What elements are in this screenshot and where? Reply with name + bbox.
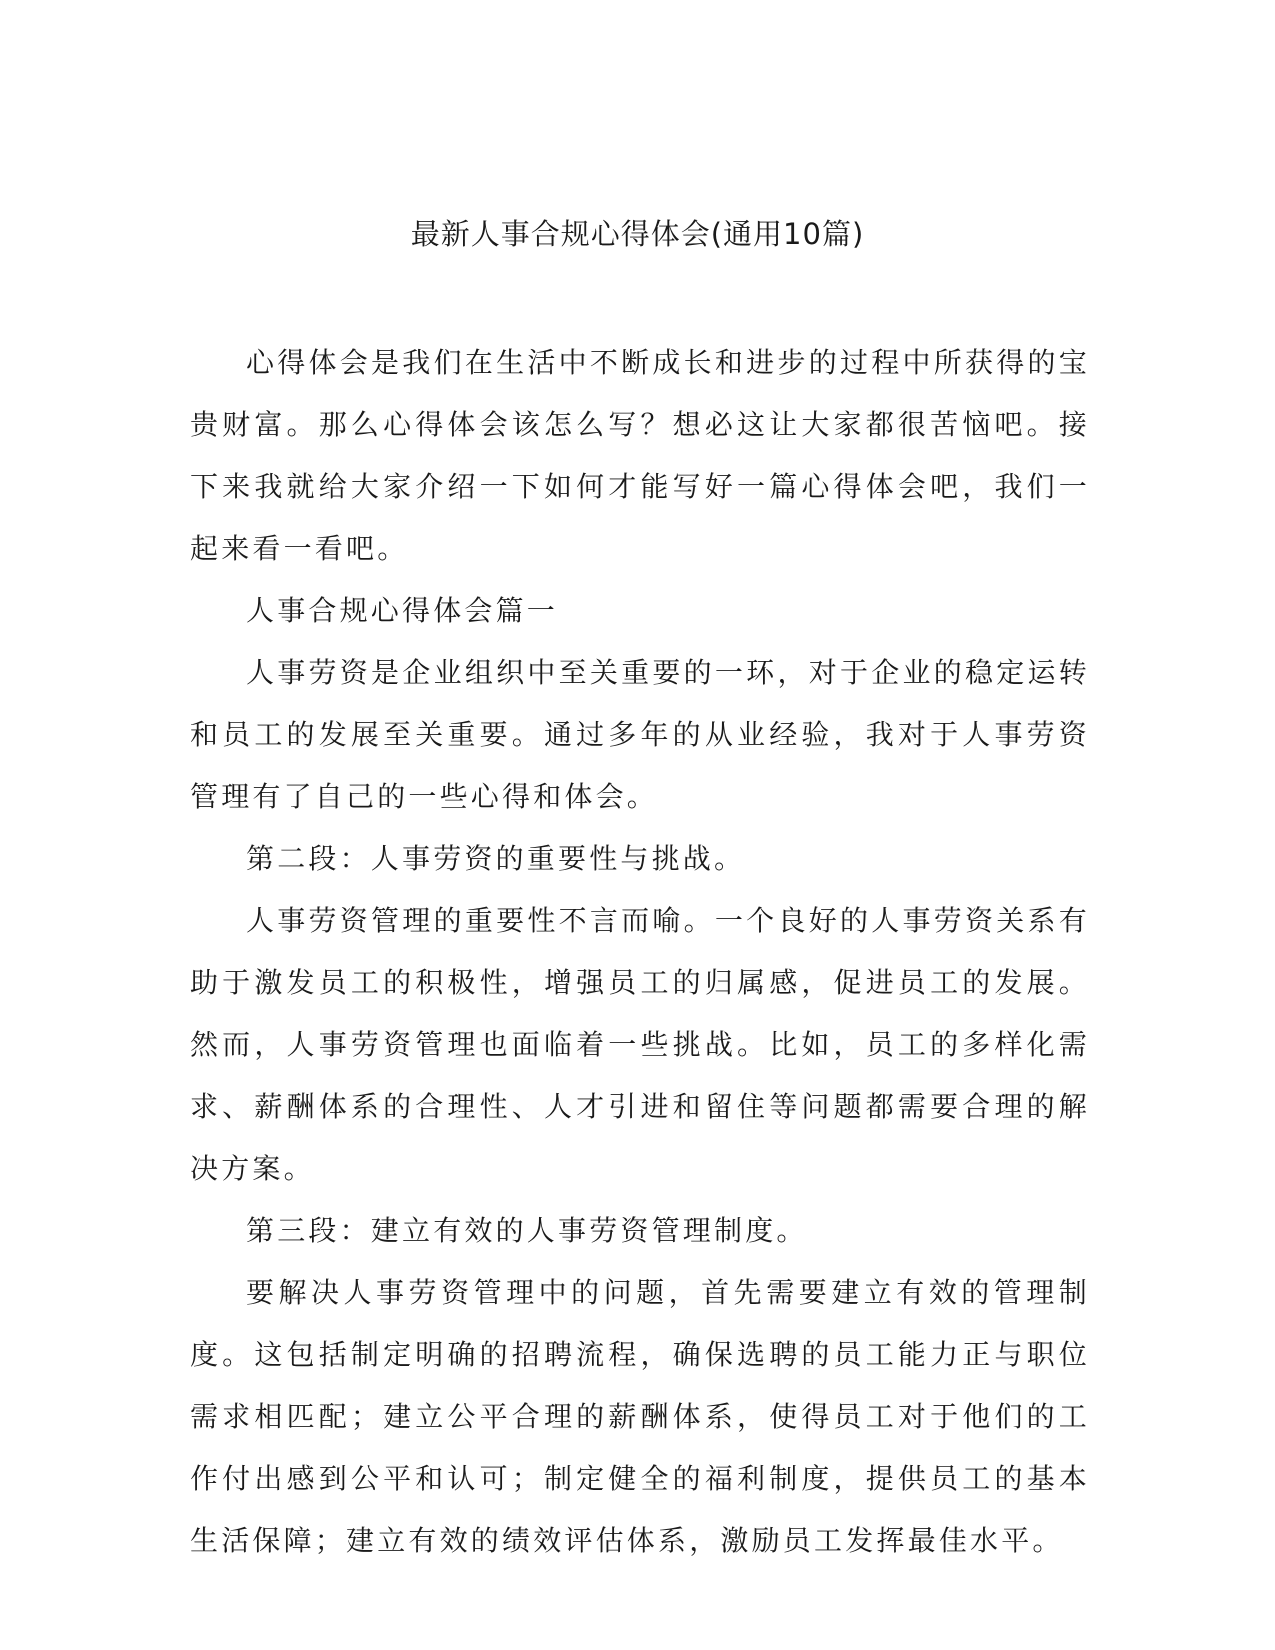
intro-paragraph: 心得体会是我们在生活中不断成长和进步的过程中所获得的宝贵财富。那么心得体会该怎么写？想必这让大家都很苦恼吧。接下来我就给大家介绍一下如何才能写好一篇心得体会吧，我们一起来看一看吧。 (190, 346, 1090, 565)
body-paragraph: 人事劳资管理的重要性不言而喻。一个良好的人事劳资关系有助于激发员工的积极性，增强员工的归属感，促进员工的发展。然而，人事劳资管理也面临着一些挑战。比如，员工的多样化需求、薪酬体系的合理性、人才引进和留住等问题都需要合理的解决方案。 (190, 904, 1090, 1185)
section-heading-2: 第二段：人事劳资的重要性与挑战。 (246, 842, 746, 875)
body-paragraph: 要解决人事劳资管理中的问题，首先需要建立有效的管理制度。这包括制定明确的招聘流程，确保选聘的员工能力正与职位需求相匹配；建立公平合理的薪酬体系，使得员工对于他们的工作付出感到公平和认可；制定健全的福利制度，提供员工的基本生活保障；建立有效的绩效评估体系，激励员工发挥最佳水平。 (190, 1276, 1090, 1557)
document-title: 最新人事合规心得体会(通用10篇) (410, 217, 865, 251)
document-body (190, 332, 1090, 1572)
section-heading-1: 人事合规心得体会篇一 (246, 594, 559, 627)
body-paragraph: 人事劳资是企业组织中至关重要的一环，对于企业的稳定运转和员工的发展至关重要。通过多年的从业经验，我对于人事劳资管理有了自己的一些心得和体会。 (190, 656, 1090, 813)
section-heading-3: 第三段：建立有效的人事劳资管理制度。 (246, 1214, 808, 1247)
